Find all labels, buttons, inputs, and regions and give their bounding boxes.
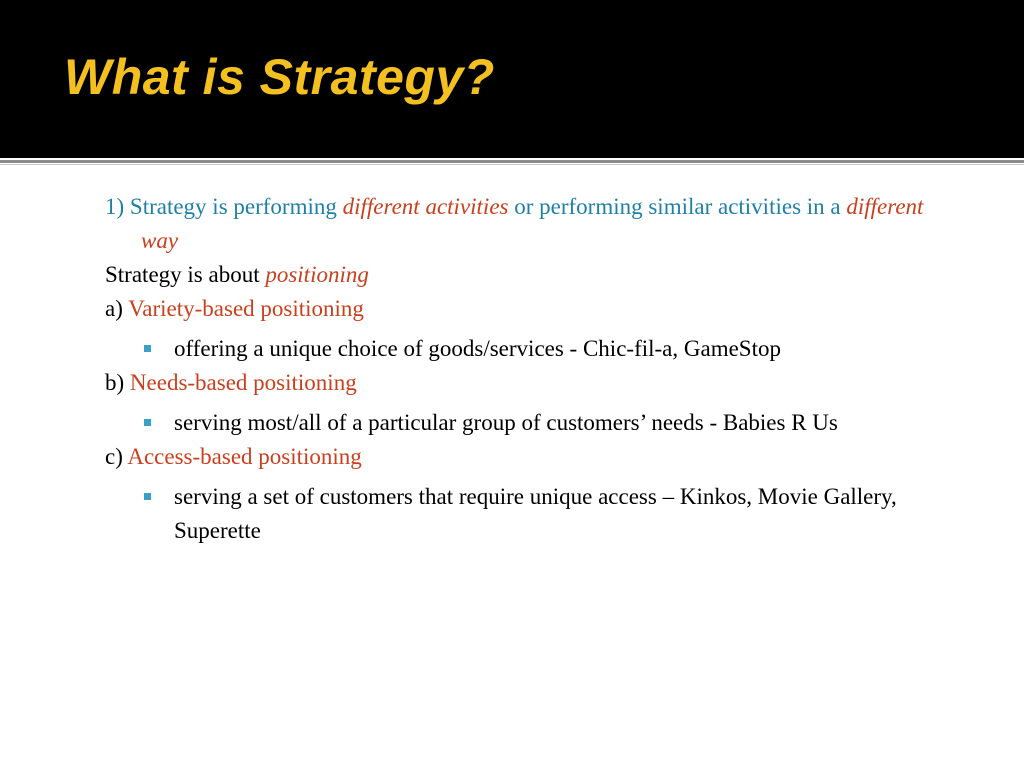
point-1-emphasis-2: different way [141, 194, 924, 253]
item-a-heading [105, 292, 945, 326]
item-b-label: Needs-based positioning [129, 370, 357, 395]
item-b-bullet [105, 406, 945, 440]
point-1-middle: or performing similar activities in a [508, 194, 847, 219]
item-a-letter: a) [105, 296, 129, 321]
about-emphasis: positioning [265, 262, 369, 287]
item-b-bullet-text: serving most/all of a particular group of customers’ needs - Babies R Us [174, 410, 838, 435]
point-1-prefix: 1) Strategy is performing [105, 194, 343, 219]
slide-title: What is Strategy? [64, 49, 495, 105]
item-a-bullet-text: offering a unique choice of goods/services - Chic-fil-a, GameStop [174, 336, 781, 361]
about-line [105, 258, 945, 292]
item-c-label: Access-based positioning [127, 444, 362, 469]
item-c-bullet [105, 480, 945, 548]
item-b-heading [105, 366, 945, 400]
item-a-bullet [105, 332, 945, 366]
item-b-letter: b) [105, 370, 130, 395]
title-bar [0, 0, 1024, 158]
slide-body [105, 190, 945, 548]
square-bullet-icon [144, 493, 151, 500]
item-c-letter: c) [105, 444, 128, 469]
square-bullet-icon [144, 345, 151, 352]
point-1-emphasis-1: different activities [342, 194, 509, 219]
title-divider [0, 160, 1024, 163]
square-bullet-icon [144, 419, 151, 426]
point-1 [105, 190, 945, 258]
item-a-label: Variety-based positioning [128, 296, 364, 321]
item-c-bullet-text: serving a set of customers that require unique access – Kinkos, Movie Gallery, Superette [174, 484, 897, 543]
about-prefix: Strategy is about [105, 262, 266, 287]
item-c-heading [105, 440, 945, 474]
title-divider-thin [0, 164, 1024, 165]
